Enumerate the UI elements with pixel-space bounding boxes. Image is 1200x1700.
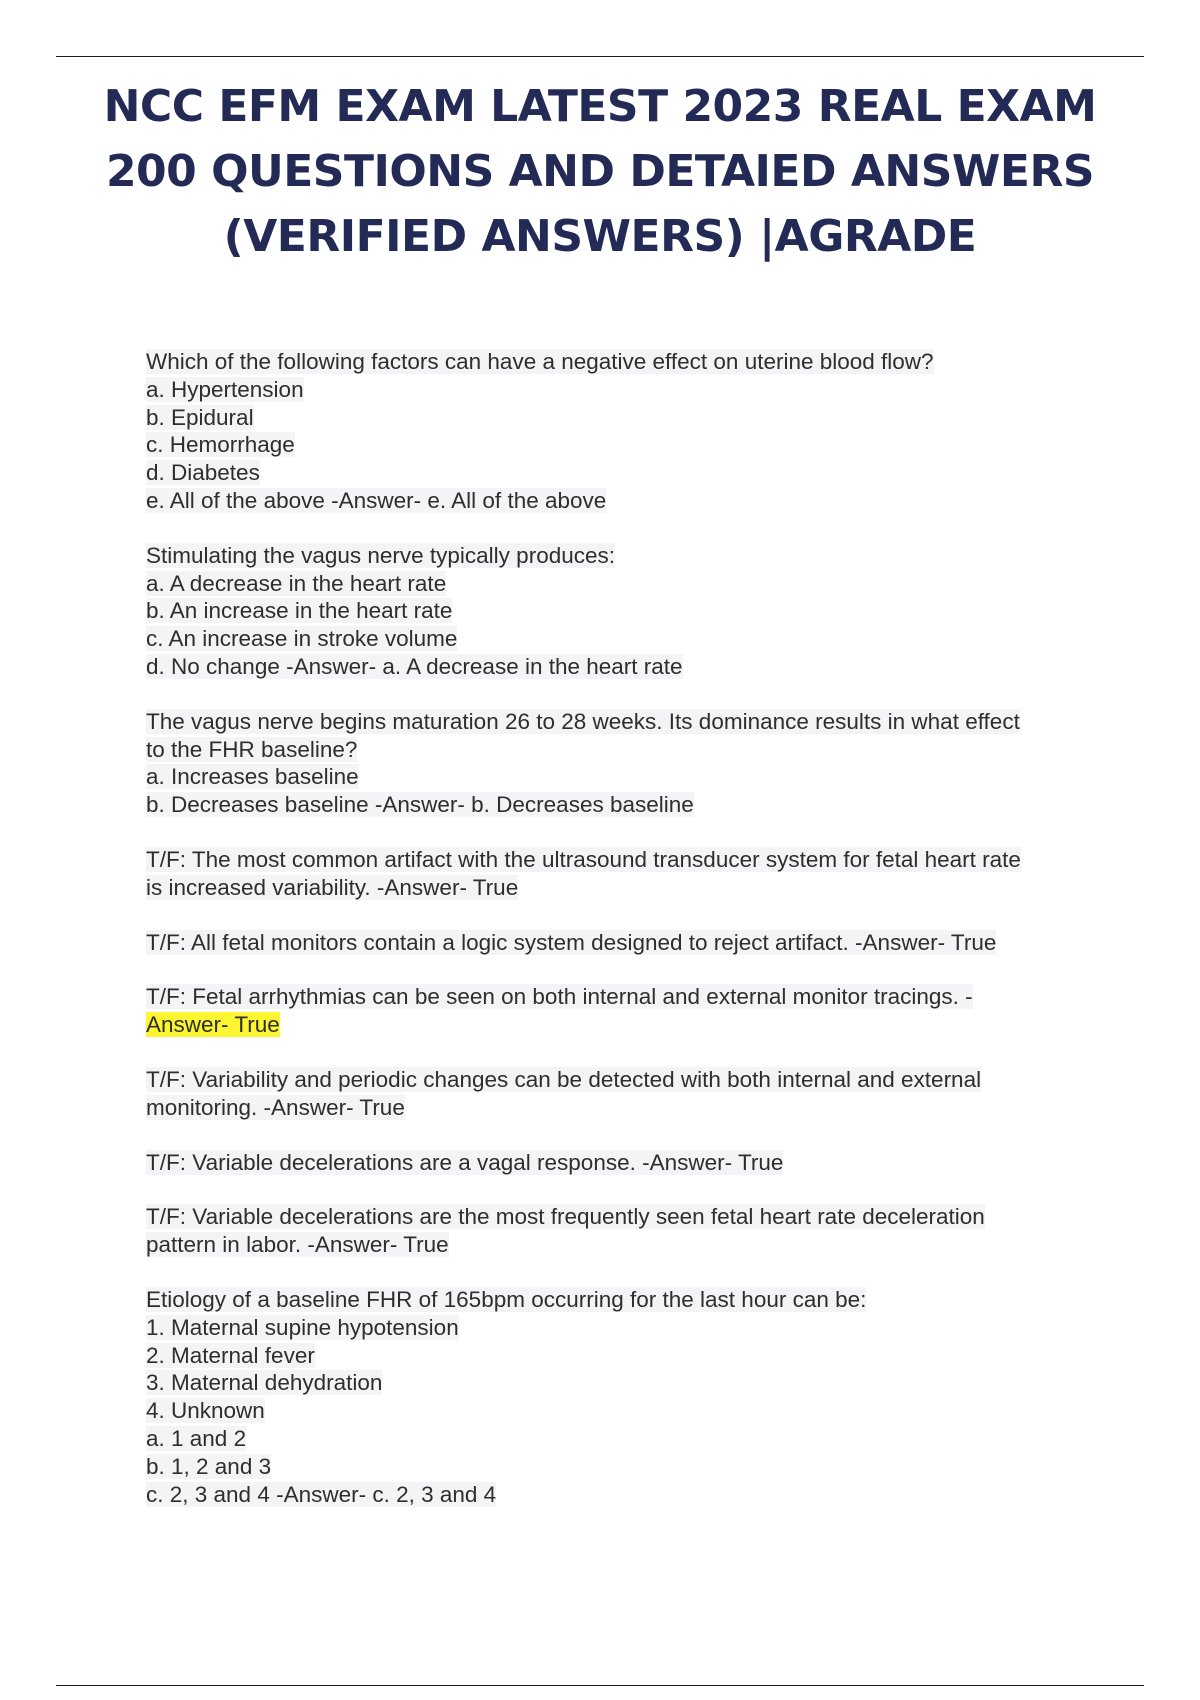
line-text: b. An increase in the heart rate — [146, 598, 453, 624]
question-block — [146, 348, 1106, 515]
question-text — [146, 1066, 1106, 1094]
line-text: b. Epidural — [146, 404, 254, 430]
question-text — [146, 1149, 1106, 1177]
question-line — [146, 625, 1106, 653]
question-line — [146, 1314, 1106, 1342]
line-text: a. A decrease in the heart rate — [146, 570, 447, 596]
question-list — [146, 348, 1106, 1535]
question-line — [146, 570, 1106, 598]
line-text: T/F: Fetal arrhythmias can be seen on both internal and external monitor tracings. - — [146, 984, 973, 1010]
question-text — [146, 348, 1106, 376]
line-text: to the FHR baseline? — [146, 736, 358, 762]
question-line — [146, 653, 1106, 681]
question-line — [146, 1481, 1106, 1509]
question-block — [146, 1286, 1106, 1508]
line-text: c. An increase in stroke volume — [146, 626, 458, 652]
title-line: 200 QUESTIONS AND DETAIED ANSWERS — [105, 146, 1095, 197]
question-text — [146, 929, 1106, 957]
question-line — [146, 1342, 1106, 1370]
line-text: 4. Unknown — [146, 1398, 265, 1424]
question-line — [146, 736, 1106, 764]
answer-line-highlighted — [146, 1011, 1106, 1039]
question-line — [146, 1425, 1106, 1453]
line-text: Etiology of a baseline FHR of 165bpm occurring for the last hour can be: — [146, 1286, 867, 1312]
line-text: T/F: Variable decelerations are a vagal response. -Answer- True — [146, 1149, 784, 1175]
line-text: 1. Maternal supine hypotension — [146, 1314, 459, 1340]
question-line — [146, 1397, 1106, 1425]
question-text — [146, 1286, 1106, 1314]
question-text — [146, 846, 1106, 874]
title-line: (VERIFIED ANSWERS) |AGRADE — [223, 211, 977, 262]
question-text — [146, 983, 1106, 1011]
question-line — [146, 791, 1106, 819]
question-line — [146, 404, 1106, 432]
question-line — [146, 376, 1106, 404]
line-text: 2. Maternal fever — [146, 1342, 315, 1368]
question-line — [146, 1453, 1106, 1481]
question-block — [146, 542, 1106, 681]
question-line — [146, 597, 1106, 625]
line-text: a. 1 and 2 — [146, 1425, 247, 1451]
document-title — [100, 74, 1100, 269]
question-line — [146, 1369, 1106, 1397]
line-text: The vagus nerve begins maturation 26 to 28 weeks. Its dominance results in what effect — [146, 708, 1020, 734]
question-block — [146, 1203, 1106, 1259]
line-text: d. No change -Answer- a. A decrease in the heart rate — [146, 653, 683, 679]
question-block — [146, 846, 1106, 902]
highlighted-answer: Answer- True — [146, 1012, 280, 1038]
question-block — [146, 708, 1106, 819]
question-block — [146, 1066, 1106, 1122]
question-text — [146, 708, 1106, 736]
question-line — [146, 459, 1106, 487]
question-line — [146, 1231, 1106, 1259]
line-text: T/F: All fetal monitors contain a logic system designed to reject artifact. -Answer- True — [146, 929, 997, 955]
question-block — [146, 1149, 1106, 1177]
line-text: pattern in labor. -Answer- True — [146, 1232, 449, 1258]
line-text: a. Hypertension — [146, 376, 304, 402]
line-text: b. 1, 2 and 3 — [146, 1453, 272, 1479]
line-text: Stimulating the vagus nerve typically produces: — [146, 542, 615, 568]
question-line — [146, 763, 1106, 791]
line-text: c. 2, 3 and 4 -Answer- c. 2, 3 and 4 — [146, 1481, 497, 1507]
question-text — [146, 542, 1106, 570]
line-text: T/F: The most common artifact with the ultrasound transducer system for fetal heart rate — [146, 846, 1021, 872]
line-text: a. Increases baseline — [146, 764, 359, 790]
question-line — [146, 874, 1106, 902]
question-line — [146, 431, 1106, 459]
question-line — [146, 1094, 1106, 1122]
line-text: T/F: Variability and periodic changes can be detected with both internal and external — [146, 1066, 982, 1092]
question-block — [146, 983, 1106, 1039]
line-text: c. Hemorrhage — [146, 432, 295, 458]
top-rule — [56, 56, 1144, 57]
line-text: is increased variability. -Answer- True — [146, 874, 519, 900]
line-text: T/F: Variable decelerations are the most frequently seen fetal heart rate deceleration — [146, 1204, 985, 1230]
question-text — [146, 1203, 1106, 1231]
title-line: NCC EFM EXAM LATEST 2023 REAL EXAM — [103, 81, 1097, 132]
question-block — [146, 929, 1106, 957]
line-text: e. All of the above -Answer- e. All of the above — [146, 487, 607, 513]
bottom-rule — [56, 1685, 1144, 1686]
line-text: b. Decreases baseline -Answer- b. Decreases baseline — [146, 792, 694, 818]
line-text: Which of the following factors can have a negative effect on uterine blood flow? — [146, 349, 934, 374]
question-line — [146, 487, 1106, 515]
line-text: d. Diabetes — [146, 460, 260, 486]
line-text: monitoring. -Answer- True — [146, 1094, 405, 1120]
line-text: 3. Maternal dehydration — [146, 1370, 383, 1396]
